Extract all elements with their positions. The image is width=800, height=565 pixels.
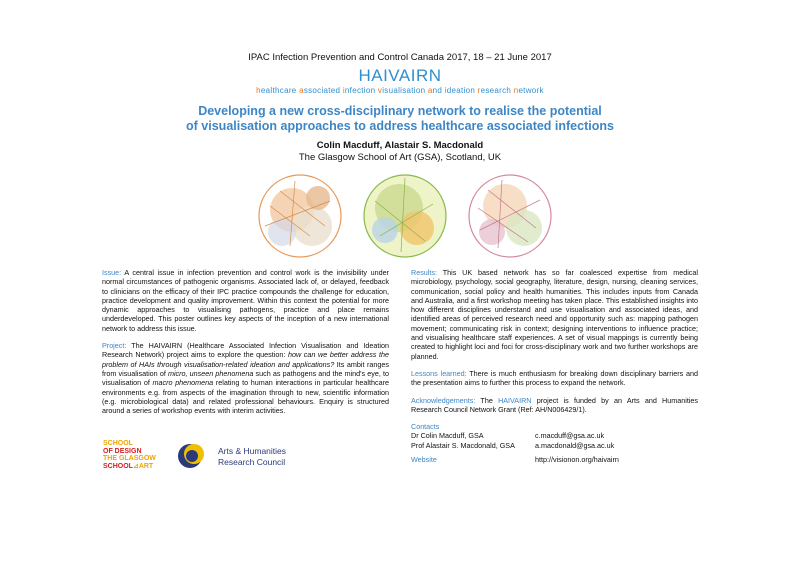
affiliation: The Glasgow School of Art (GSA), Scotland, UK bbox=[298, 152, 502, 163]
contact-2-email[interactable]: a.macdonald@gsa.ac.uk bbox=[535, 440, 615, 450]
expansion-part: ssociated bbox=[303, 86, 343, 95]
gsa-logo-line-4a: SCHOOL bbox=[103, 462, 133, 470]
expansion-part: etwork bbox=[518, 86, 544, 95]
conference-line: IPAC Infection Prevention and Control Canada 2017, 18 – 21 June 2017 bbox=[248, 52, 552, 63]
expansion-part: deation bbox=[446, 86, 478, 95]
ahrc-line-2: Research Council bbox=[218, 457, 286, 467]
project-question: how can we better address the problem of HAIs through visualisation-related ideation and applications? bbox=[102, 350, 390, 369]
project-acronym: HAIVAIRN bbox=[358, 66, 442, 85]
expansion-part: i bbox=[444, 86, 447, 95]
authors: Colin Macduff, Alastair S. Macdonald bbox=[316, 140, 484, 151]
project-text-a: The HAIVAIRN (Healthcare Associated Infection Visualisation and Ideation Research Network) project aims to explore the question: bbox=[102, 341, 389, 360]
ack-text-b: project is funded by an Arts and Humanities Research Council Network Grant (Ref: AH/N006429/1). bbox=[411, 395, 699, 414]
website-link[interactable]: http://visionon.org/haivairn bbox=[535, 455, 619, 465]
lessons-text: There is much enthusiasm for breaking down disciplinary barriers and the presentation aims to further this process to expand the network. bbox=[411, 368, 699, 388]
ahrc-line-1: Arts & Humanities bbox=[218, 446, 287, 456]
ahrc-text bbox=[218, 446, 286, 468]
expansion-part: isualisation bbox=[382, 86, 428, 95]
expansion-part: esearch bbox=[480, 86, 514, 95]
mapping-2 bbox=[364, 175, 446, 257]
ack-section bbox=[411, 396, 698, 415]
acronym-expansion bbox=[0, 86, 800, 95]
issue-text: A central issue in infection prevention and control work is the invisibility under normal circumstances of pathogenic organisms. Associated lack of, or delayed, feedback to clinicians on the efficacy of their IPC practice compounds the challenge for education, practice development and quality improvement. Within this context the potential for more dynamic approaches to visualising pathogens, practice and place remains underdeveloped. This poster outlines key aspects of the inception of a new international network to address this issue. bbox=[102, 268, 389, 333]
expansion-part: a bbox=[299, 86, 304, 95]
issue-label: Issue: bbox=[102, 268, 122, 277]
ack-label: Acknowledgements: bbox=[411, 395, 476, 405]
visual-mappings bbox=[240, 170, 570, 260]
project-label: Project: bbox=[102, 341, 127, 351]
mapping-3 bbox=[469, 175, 551, 257]
expansion-part: i bbox=[342, 86, 345, 95]
lessons-label: Lessons learned: bbox=[411, 368, 467, 378]
expansion-part: h bbox=[256, 86, 261, 95]
contact-1-email[interactable]: c.macduff@gsa.ac.uk bbox=[535, 431, 605, 441]
gsa-logo-line-3: THE GLASGOW bbox=[103, 455, 156, 463]
expansion-part: r bbox=[477, 86, 481, 95]
project-section bbox=[102, 341, 389, 415]
contact-1-name: Dr Colin Macduff, GSA bbox=[411, 431, 484, 441]
ack-text-a: The bbox=[475, 395, 499, 405]
title-line-2: of visualisation approaches to address healthcare associated infections bbox=[186, 119, 614, 133]
gsa-logo-line-2: OF DESIGN bbox=[103, 447, 142, 455]
gsa-logo bbox=[103, 440, 156, 470]
expansion-part: n bbox=[513, 86, 519, 95]
contacts-section bbox=[411, 422, 698, 464]
results-section bbox=[411, 268, 698, 361]
ahrc-logo bbox=[172, 442, 287, 475]
expansion-part: nfection bbox=[344, 86, 378, 95]
results-text: This UK based network has so far coalesced expertise from medical microbiology, psychology, social geography, literature, design, nursing, cleaning services, communication, social policy and health humanities. This includes inputs from Canada and Australia, and a first workshop meeting has taken place. This established insights into how different disciplines understand and use visualisation and associated ideas, and identified areas of perceived research need and opportunity such as: mapping pathogen movement; communicating risk in context; designing interventions to influence practice; and visualising healthcare staff experiences. A set of visual mappings is currently being created to highlight loci and foci for cross-disciplinary work and two further workshops are planned. bbox=[411, 268, 698, 361]
project-macro: macro phenomena bbox=[152, 378, 214, 388]
results-label: Results: bbox=[411, 268, 437, 277]
contacts-label: Contacts bbox=[411, 422, 440, 432]
expansion-part: a bbox=[427, 86, 433, 95]
title-line-1: Developing a new cross-disciplinary network to realise the potential bbox=[198, 104, 602, 118]
expansion-part: v bbox=[377, 86, 383, 95]
issue-section bbox=[102, 268, 389, 333]
project-micro: micro, unseen phenomena bbox=[167, 368, 254, 378]
project-text-b: Its ambit ranges from visualisation of bbox=[102, 359, 389, 378]
gsa-logo-line-1: SCHOOL bbox=[103, 440, 133, 447]
expansion-part: nd bbox=[432, 86, 445, 95]
left-column bbox=[102, 268, 389, 423]
project-text-c: such as pathogens and the mind's eye, to visualisation of bbox=[102, 368, 389, 388]
project-text-d: relating to human interactions in particular healthcare environments e.g. from aspects of the imagination through to new, scientific information (e.g. microbiological data) and related professional behaviours. Enquiry is structured around a series of workshop events with interim activities. bbox=[102, 378, 389, 416]
contact-2-name: Prof Alastair S. Macdonald, GSA bbox=[411, 440, 515, 450]
ack-project-name: HAIVAIRN bbox=[498, 395, 532, 405]
poster-title bbox=[0, 104, 800, 134]
right-column bbox=[411, 268, 698, 464]
website-label: Website bbox=[411, 455, 437, 465]
ahrc-emblem-icon bbox=[172, 442, 212, 470]
gsa-logo-line-4b: ⊿ART bbox=[132, 462, 154, 470]
mapping-1 bbox=[259, 175, 341, 257]
lessons-section bbox=[411, 369, 698, 388]
expansion-part: ealthcare bbox=[260, 86, 300, 95]
